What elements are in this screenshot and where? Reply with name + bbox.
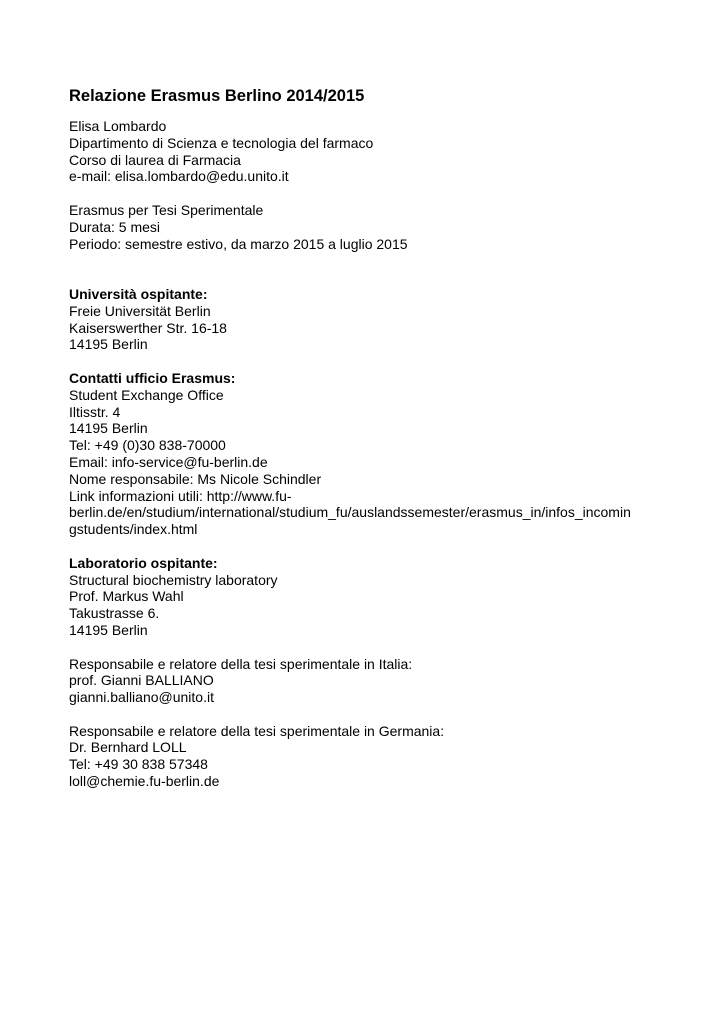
supervisor-italy-heading: Responsabile e relatore della tesi sperimentale in Italia:: [69, 655, 413, 672]
program-period: Periodo: semestre estivo, da marzo 2015 a luglio 2015: [69, 235, 408, 252]
erasmus-office-street: Iltisstr. 4: [69, 403, 121, 420]
host-university-city: 14195 Berlin: [69, 336, 148, 353]
program-info: [69, 202, 689, 252]
erasmus-office-email: Email: info-service@fu-berlin.de: [69, 453, 268, 470]
student-name: Elisa Lombardo: [69, 118, 167, 134]
host-lab-street: Takustrasse 6.: [69, 605, 160, 622]
host-lab-city: 14195 Berlin: [69, 621, 148, 638]
supervisor-italy-email: gianni.balliano@unito.it: [69, 689, 214, 706]
erasmus-office-link-line-2: berlin.de/en/studium/international/studium_fu/auslandssemester/erasmus_in/infos_incomin: [69, 504, 631, 521]
supervisor-germany-email: loll@chemie.fu-berlin.de: [69, 773, 220, 790]
program-duration: Durata: 5 mesi: [69, 218, 161, 235]
erasmus-office-link-line-1: Link informazioni utili: http://www.fu-: [69, 487, 292, 504]
supervisor-italy-section: [69, 656, 689, 706]
host-university-heading: Università ospitante:: [69, 285, 208, 302]
erasmus-office-link-line-3: gstudents/index.html: [69, 521, 198, 538]
program-type: Erasmus per Tesi Sperimentale: [69, 201, 264, 218]
supervisor-germany-phone: Tel: +49 30 838 57348: [69, 756, 208, 773]
erasmus-office-heading: Contatti ufficio Erasmus:: [69, 369, 236, 386]
erasmus-office-city: 14195 Berlin: [69, 420, 148, 437]
supervisor-germany-section: [69, 723, 689, 790]
erasmus-office-section: [69, 370, 689, 538]
host-lab-section: [69, 555, 689, 639]
host-lab-professor: Prof. Markus Wahl: [69, 588, 184, 605]
document-title: Relazione Erasmus Berlino 2014/2015: [69, 87, 365, 105]
erasmus-office-phone: Tel: +49 (0)30 838-70000: [69, 437, 226, 454]
host-lab-heading: Laboratorio ospitante:: [69, 554, 218, 571]
student-department: Dipartimento di Scienza e tecnologia del farmaco: [69, 134, 374, 151]
host-university-name: Freie Universität Berlin: [69, 302, 211, 319]
host-lab-name: Structural biochemistry laboratory: [69, 571, 278, 588]
student-info: [69, 118, 689, 185]
host-university-street: Kaiserswerther Str. 16-18: [69, 319, 227, 336]
erasmus-office-name: Student Exchange Office: [69, 386, 224, 403]
supervisor-germany-name: Dr. Bernhard LOLL: [69, 739, 187, 756]
supervisor-germany-heading: Responsabile e relatore della tesi sperimentale in Germania:: [69, 722, 445, 739]
supervisor-italy-name: prof. Gianni BALLIANO: [69, 672, 214, 689]
host-university-section: [69, 286, 689, 353]
student-email: e-mail: elisa.lombardo@edu.unito.it: [69, 168, 289, 185]
student-course: Corso di laurea di Farmacia: [69, 151, 241, 168]
erasmus-office-manager: Nome responsabile: Ms Nicole Schindler: [69, 470, 322, 487]
document-page: [69, 86, 689, 807]
